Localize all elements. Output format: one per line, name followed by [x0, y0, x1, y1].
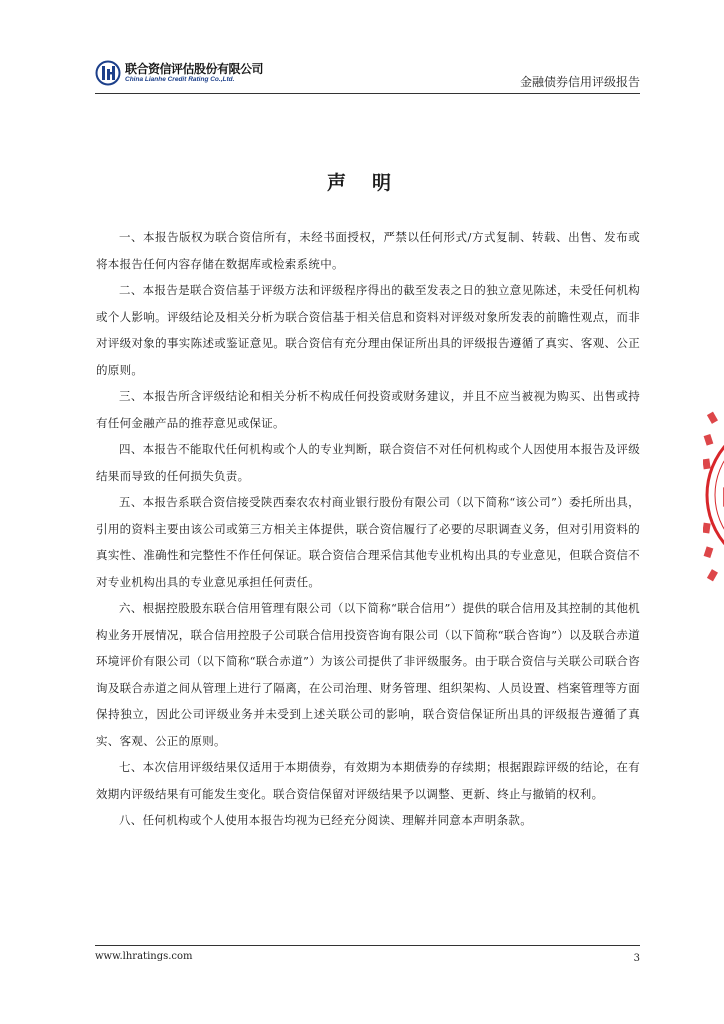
declaration-paragraph: 一、本报告版权为联合资信所有，未经书面授权，严禁以任何形式/方式复制、转载、出售、发布或将本报告任何内容存储在数据库或检索系统中。 [96, 230, 640, 271]
declaration-body [96, 224, 640, 834]
page-header [95, 58, 640, 94]
footer-divider [95, 945, 640, 946]
company-name-cn: 联合资信评估股份有限公司 [125, 62, 264, 76]
declaration-paragraph: 七、本次信用评级结果仅适用于本期债券，有效期为本期债券的存续期；根据跟踪评级的结论，在有效期内评级结果有可能发生变化。联合资信保留对评级结果予以调整、更新、终止与撤销的权利。 [96, 760, 640, 801]
header-divider [95, 93, 640, 94]
footer-url: www.lhratings.com [95, 951, 193, 962]
lianhe-logo-icon [95, 60, 121, 86]
declaration-paragraph: 五、本报告系联合资信接受陕西秦农农村商业银行股份有限公司（以下简称“该公司”）委托所出具，引用的资料主要由该公司或第三方相关主体提供，联合资信履行了必要的尽职调查义务，但对引用资料的真实性、准确性和完整性不作任何保证。联合资信合理采信其他专业机构出具的专业意见，但联合资信不对专业机构出具的专业意见承担任何责任。 [96, 495, 640, 589]
page-number: 3 [633, 953, 640, 964]
report-type: 金融债券信用评级报告 [519, 75, 640, 89]
company-name-en: China Lianhe Credit Rating Co.,Ltd. [125, 76, 235, 83]
page-title: 声明 [326, 172, 417, 194]
declaration-paragraph: 二、本报告是联合资信基于评级方法和评级程序得出的截至发表之日的独立意见陈述，未受任何机构或个人影响。评级结论及相关分析为联合资信基于相关信息和资料对评级对象所发表的前瞻性观点，而非对评级对象的事实陈述或鉴证意见。联合资信有充分理由保证所出具的评级报告遵循了真实、客观、公正的原则。 [96, 283, 640, 377]
declaration-paragraph: 三、本报告所含评级结论和相关分析不构成任何投资或财务建议，并且不应当被视为购买、出售或持有任何金融产品的推荐意见或保证。 [96, 389, 640, 430]
company-seal-stamp [703, 395, 724, 595]
declaration-paragraph: 八、任何机构或个人使用本报告均视为已经充分阅读、理解并同意本声明条款。 [119, 813, 532, 827]
declaration-paragraph: 四、本报告不能取代任何机构或个人的专业判断，联合资信不对任何机构或个人因使用本报告及评级结果而导致的任何损失负责。 [96, 442, 640, 483]
declaration-paragraph: 六、根据控股股东联合信用管理有限公司（以下简称“联合信用”）提供的联合信用及其控制的其他机构业务开展情况，联合信用控股子公司联合信用投资咨询有限公司（以下简称“联合咨询”）以及联合赤道环境评价有限公司（以下简称“联合赤道”）为该公司提供了非评级服务。由于联合资信与关联公司联合咨询及联合赤道之间从管理上进行了隔离，在公司治理、财务管理、组织架构、人员设置、档案管理等方面保持独立，因此公司评级业务并未受到上述关联公司的影响，联合资信保证所出具的评级报告遵循了真实、客观、公正的原则。 [96, 601, 640, 748]
